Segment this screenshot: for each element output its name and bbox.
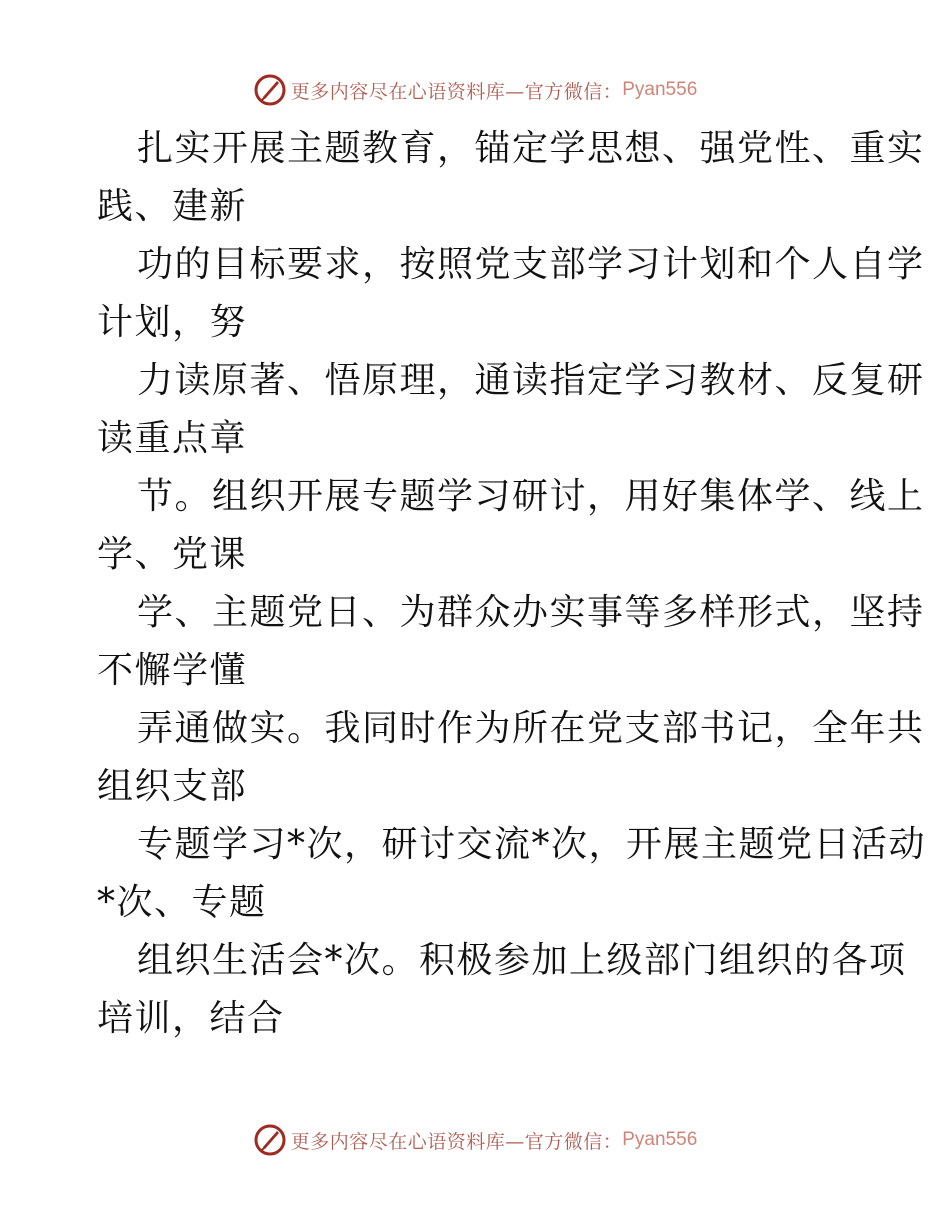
header-banner-text: 更多内容尽在心语资料库—官方微信： <box>290 80 623 103</box>
body-text <box>97 120 927 1048</box>
footer-banner-text: 更多内容尽在心语资料库—官方微信： <box>290 1130 623 1153</box>
body-line: 专题学习*次，研讨交流*次，开展主题党日活动 <box>137 824 927 865</box>
body-line: 节。组织开展专题学习研讨，用好集体学、线上 <box>137 476 925 517</box>
footer-wechat-id: Pyan556 <box>622 1129 698 1150</box>
body-line: 学、党课 <box>97 534 248 575</box>
body-line: 组织支部 <box>97 766 248 807</box>
body-line: 培训，结合 <box>97 998 285 1039</box>
body-line: 组织生活会*次。积极参加上级部门组织的各项 <box>137 940 907 981</box>
body-line: 学、主题党日、为群众办实事等多样形式，坚持 <box>137 592 925 633</box>
body-line: 践、建新 <box>97 186 248 227</box>
body-line: 读重点章 <box>97 418 248 459</box>
body-line: *次、专题 <box>97 882 267 923</box>
header-banner <box>0 70 950 110</box>
body-line: 不懈学懂 <box>97 650 248 691</box>
body-line: 扎实开展主题教育，锚定学思想、强党性、重实 <box>137 128 925 169</box>
quill-logo-icon <box>253 1123 287 1157</box>
header-wechat-id: Pyan556 <box>622 79 698 100</box>
body-line: 力读原著、悟原理，通读指定学习教材、反复研 <box>137 360 925 401</box>
body-line: 弄通做实。我同时作为所在党支部书记，全年共 <box>137 708 925 749</box>
footer-banner <box>0 1120 950 1160</box>
body-line: 计划，努 <box>97 302 248 343</box>
quill-logo-icon <box>253 73 287 107</box>
body-line: 功的目标要求，按照党支部学习计划和个人自学 <box>137 244 925 285</box>
